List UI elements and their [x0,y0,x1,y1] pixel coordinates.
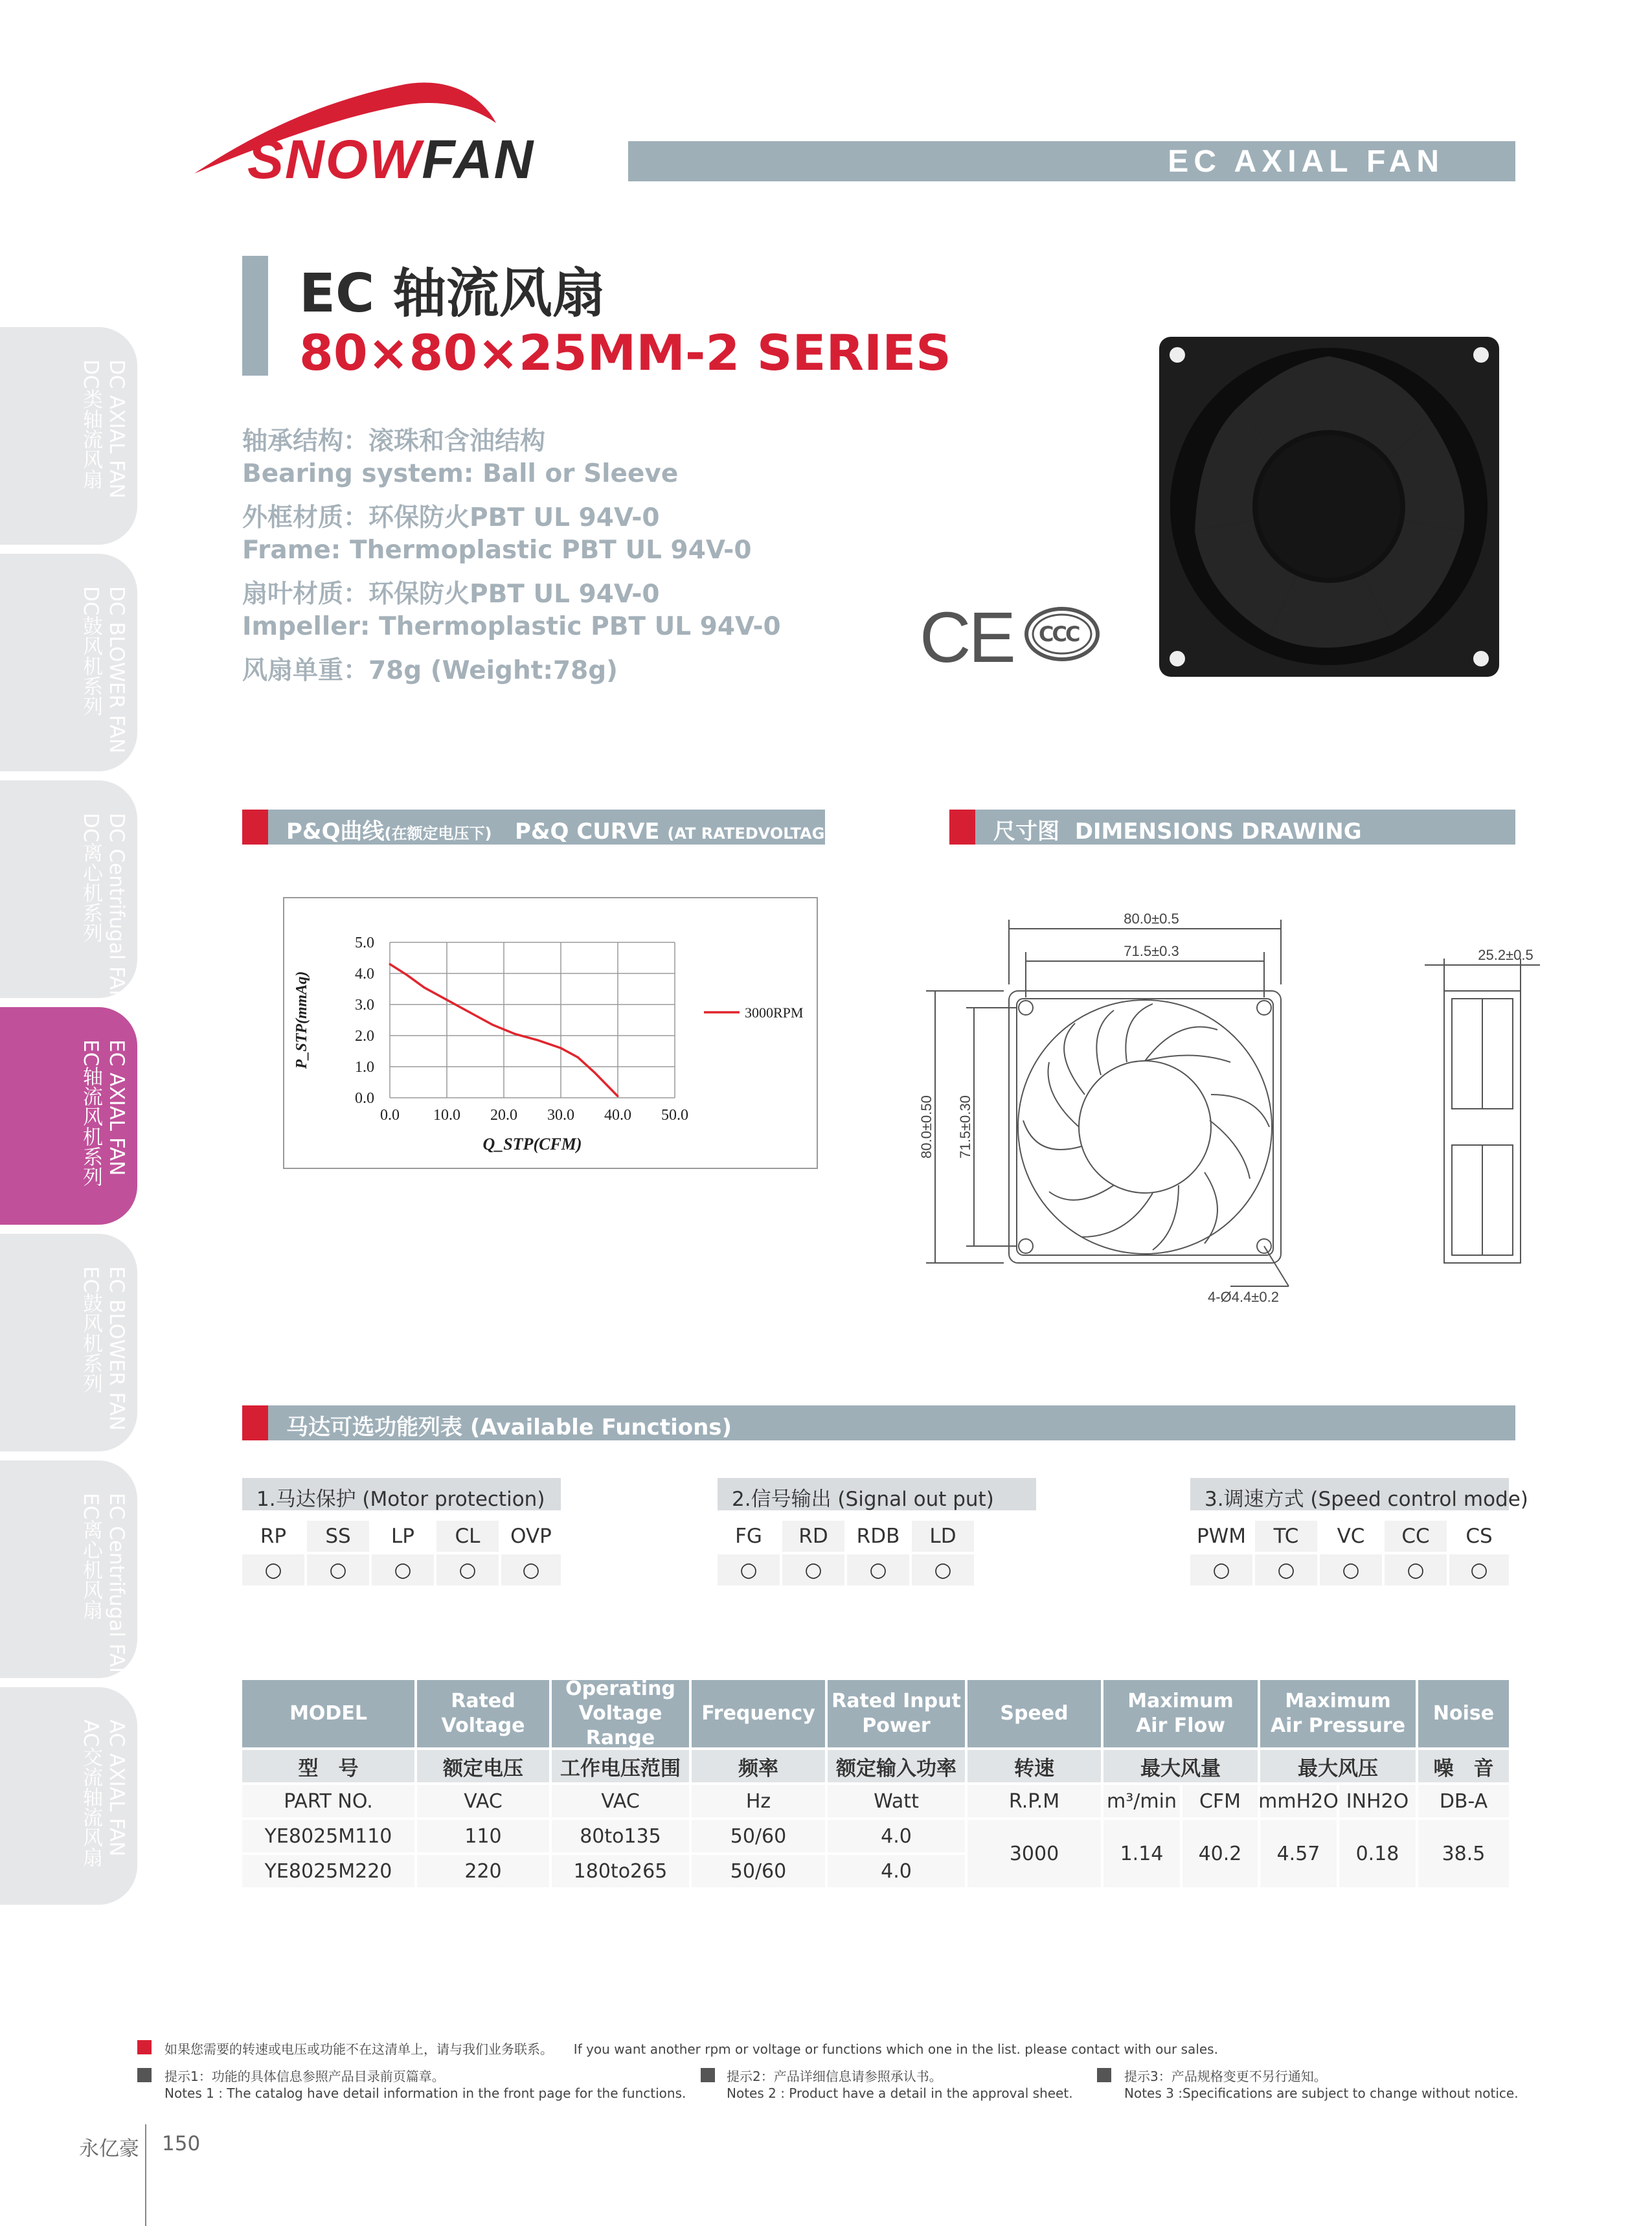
sidebar-tab-ec-centrifugal[interactable]: EC Centrifugal FAN EC离心机风扇 [0,1460,137,1678]
table-cell: 4.0 [828,1820,965,1852]
table-unit: Hz [692,1785,825,1817]
note-3-cn: 提示3：产品规格变更不另行通知。 [1124,2069,1327,2084]
table-unit: Watt [828,1785,965,1817]
table-unit: VAC [552,1785,689,1817]
table-unit: mmH2O [1260,1785,1337,1817]
sidebar-tab-ec-blower[interactable]: EC BLOWER FAN EC鼓风机系列 [0,1234,137,1451]
table-cell-pressure-in: 0.18 [1339,1820,1416,1887]
sidebar-tab-dc-axial[interactable]: DC AXIAL FAN DC类轴流风扇 [0,327,137,545]
table-cell-pressure-mm: 4.57 [1260,1820,1337,1887]
function-group-motor-protection: 1.马达保护 (Motor protection) [242,1478,561,1510]
pq-curve-point [617,1095,619,1097]
page-number: 150 [162,2132,201,2155]
function-option-radio[interactable]: ○ [372,1554,434,1585]
function-option-radio[interactable]: ○ [1255,1554,1317,1585]
note-square-icon [701,2068,715,2082]
function-item: TC [1255,1521,1317,1552]
category-label: EC AXIAL FAN [1168,144,1444,179]
brand-fan: FAN [422,129,535,190]
y-tick-label: 1.0 [355,1059,374,1076]
x-tick-label: 40.0 [604,1107,631,1124]
table-header-speed: Speed [967,1680,1101,1747]
ce-mark-icon: CE [920,598,1013,677]
spec-line: 外框材质：环保防火PBT UL 94V-0 [242,503,660,532]
footer-company: 永亿豪 [79,2137,139,2161]
table-header-cn: 噪 音 [1418,1750,1509,1782]
footer-divider [145,2124,146,2226]
spec-line: Bearing system: Ball or Sleeve [242,459,679,488]
note-1-en: Notes 1 : The catalog have detail information in the front page for the functions. [164,2085,686,2101]
y-tick-label: 3.0 [355,997,374,1014]
table-unit: CFM [1182,1785,1258,1817]
table-cell-model: YE8025M110 [242,1820,414,1852]
pq-curve-point [560,1047,562,1049]
function-item: LP [391,1525,414,1548]
series-title: 80×80×25MM-2 SERIES [299,324,951,381]
sidebar-tab-ac-axial[interactable]: AC AXIAL FAN AC交流轴流风扇 [0,1687,137,1905]
table-unit: PART NO. [242,1785,414,1817]
ccc-mark-icon: CCC [1023,606,1101,662]
table-cell: 50/60 [692,1855,825,1887]
legend-label: 3000RPM [745,1005,804,1021]
function-option-radio[interactable]: ○ [242,1554,304,1585]
pq-curve-point [406,974,408,976]
dimensions-drawing [907,900,1554,1321]
table-cell-model: YE8025M220 [242,1855,414,1887]
x-axis-label: Q_STP(CFM) [482,1135,582,1153]
table-header-rated-voltage: Rated Voltage [417,1680,549,1747]
y-tick-label: 0.0 [355,1090,374,1107]
functions-section-header: 马达可选功能列表 (Available Functions) [242,1405,1515,1440]
note-main: 如果您需要的转速或电压或功能不在这清单上，请与我们业务联系。 If you want another rpm or voltage or functions which one in the list. please contact with our sales. [164,2041,1218,2057]
table-header-cn: 最大风压 [1260,1750,1416,1782]
note-square-icon [1097,2068,1111,2082]
table-header-frequency: Frequency [692,1680,825,1747]
table-cell: 80to135 [552,1820,689,1852]
pq-curve-point [594,1072,596,1074]
x-tick-label: 10.0 [433,1107,460,1124]
pq-curve-point [389,963,391,965]
table-unit: INH2O [1339,1785,1416,1817]
y-tick-label: 4.0 [355,966,374,982]
function-option-radio[interactable]: ○ [501,1554,561,1585]
table-cell-speed: 3000 [967,1820,1101,1887]
table-header-input-power: Rated Input Power [828,1680,965,1747]
pq-curve-section-header: P&Q曲线(在额定电压下) P&Q CURVE (AT RATEDVOLTAGE) [242,810,825,845]
spec-line: 轴承结构：滚珠和含油结构 [242,427,546,456]
function-option-radio[interactable]: ○ [1320,1554,1382,1585]
function-item: CS [1465,1525,1493,1548]
table-cell: 50/60 [692,1820,825,1852]
dim-outer-height: 80.0±0.50 [918,1095,934,1159]
function-item: RDB [856,1525,900,1548]
table-cell: 110 [417,1820,549,1852]
pq-curve-point [423,986,425,988]
table-header-cn: 工作电压范围 [552,1750,689,1782]
function-option-radio[interactable]: ○ [1449,1554,1509,1585]
table-header-model: MODEL [242,1680,414,1747]
function-option-radio[interactable]: ○ [912,1554,974,1585]
dim-depth: 25.2±0.5 [1478,947,1533,963]
table-header-air-flow: Maximum Air Flow [1103,1680,1258,1747]
pq-curve-point [446,999,448,1001]
table-cell-airflow-cfm: 40.2 [1182,1820,1258,1887]
table-header-noise: Noise [1418,1680,1509,1747]
table-header-cn: 额定输入功率 [828,1750,965,1782]
table-header-voltage-range: Operating Voltage Range [552,1680,689,1747]
pq-curve-point [577,1056,579,1058]
table-header-cn: 频率 [692,1750,825,1782]
fan-product-photo [1159,337,1499,677]
table-cell: 220 [417,1855,549,1887]
pq-chart [283,897,818,1169]
function-item: RP [260,1525,287,1548]
sidebar-tab-dc-blower[interactable]: DC BLOWER FAN DC鼓风机系列 [0,554,137,771]
function-option-radio[interactable]: ○ [436,1554,499,1585]
spec-line: Frame: Thermoplastic PBT UL 94V-0 [242,536,752,565]
function-item: OVP [510,1525,552,1548]
function-item: SS [307,1521,369,1552]
function-option-radio[interactable]: ○ [782,1554,844,1585]
function-option-radio[interactable]: ○ [1190,1554,1252,1585]
spec-line: Impeller: Thermoplastic PBT UL 94V-0 [242,612,781,641]
function-item: VC [1337,1525,1365,1548]
table-header-cn: 额定电压 [417,1750,549,1782]
function-option-radio[interactable]: ○ [307,1554,369,1585]
y-axis-label: P_STP(mmAq) [293,971,310,1069]
table-cell: 4.0 [828,1855,965,1887]
y-tick-label: 2.0 [355,1028,374,1045]
brand-snow: SNOW [247,129,422,190]
note-1-cn: 提示1：功能的具体信息参照产品目录前页篇章。 [164,2069,445,2084]
table-unit: R.P.M [967,1785,1101,1817]
dimensions-section-header: 尺寸图 DIMENSIONS DRAWING [949,810,1515,845]
pq-curve-point [469,1012,471,1014]
title-accent-bar [242,256,268,376]
table-header-cn: 转速 [967,1750,1101,1782]
pq-curve-point [537,1039,539,1041]
function-group-signal-output: 2.信号输出 (Signal out put) [718,1478,1036,1510]
dim-inner-height: 71.5±0.30 [957,1095,973,1159]
function-option-radio[interactable]: ○ [1385,1554,1447,1585]
function-group-speed-control: 3.调速方式 (Speed control mode) [1190,1478,1509,1510]
function-item: CC [1385,1521,1447,1552]
table-cell-airflow-m3: 1.14 [1103,1820,1180,1887]
note-2-cn: 提示2：产品详细信息请参照承认书。 [727,2069,942,2084]
table-header-cn: 型 号 [242,1750,414,1782]
note-2-en: Notes 2 : Product have a detail in the approval sheet. [727,2085,1073,2101]
dim-inner-width: 71.5±0.3 [1124,943,1179,959]
table-header-cn: 最大风量 [1103,1750,1258,1782]
table-cell-noise: 38.5 [1418,1820,1509,1887]
category-banner [628,141,1515,181]
y-tick-label: 5.0 [355,935,374,951]
x-tick-label: 50.0 [661,1107,688,1124]
brand-logo [192,71,580,188]
function-item: PWM [1196,1525,1247,1548]
function-item: RD [782,1521,844,1552]
table-unit: VAC [417,1785,549,1817]
note-square-icon [137,2068,152,2082]
dim-holes: 4-Ø4.4±0.2 [1208,1289,1279,1305]
dim-outer-width: 80.0±0.5 [1124,911,1179,927]
function-item: FG [735,1525,762,1548]
table-cell: 180to265 [552,1855,689,1887]
table-unit: DB-A [1418,1785,1509,1817]
function-item: CL [436,1521,499,1552]
note-red-square-icon [137,2040,152,2054]
sidebar-tab-dc-centrifugal[interactable]: DC Centrifugal FAN DC离心机系列 [0,780,137,998]
x-tick-label: 0.0 [380,1107,400,1124]
table-unit: m³/min [1103,1785,1180,1817]
pq-curve-point [514,1033,516,1035]
note-3-en: Notes 3 :Specifications are subject to change without notice. [1124,2085,1519,2101]
pq-curve-point [492,1024,493,1026]
table-header-air-pressure: Maximum Air Pressure [1260,1680,1416,1747]
function-item: LD [912,1521,974,1552]
page-title: EC 轴流风扇 [299,263,605,324]
function-option-radio[interactable]: ○ [847,1554,909,1585]
function-option-radio[interactable]: ○ [718,1554,780,1585]
sidebar-tab-ec-axial[interactable]: EC AXIAL FAN EC轴流风机系列 [0,1007,137,1225]
spec-line: 扇叶材质：环保防火PBT UL 94V-0 [242,580,660,609]
spec-line: 风扇单重：78g (Weight:78g) [242,656,618,685]
x-tick-label: 20.0 [490,1107,517,1124]
x-tick-label: 30.0 [547,1107,574,1124]
